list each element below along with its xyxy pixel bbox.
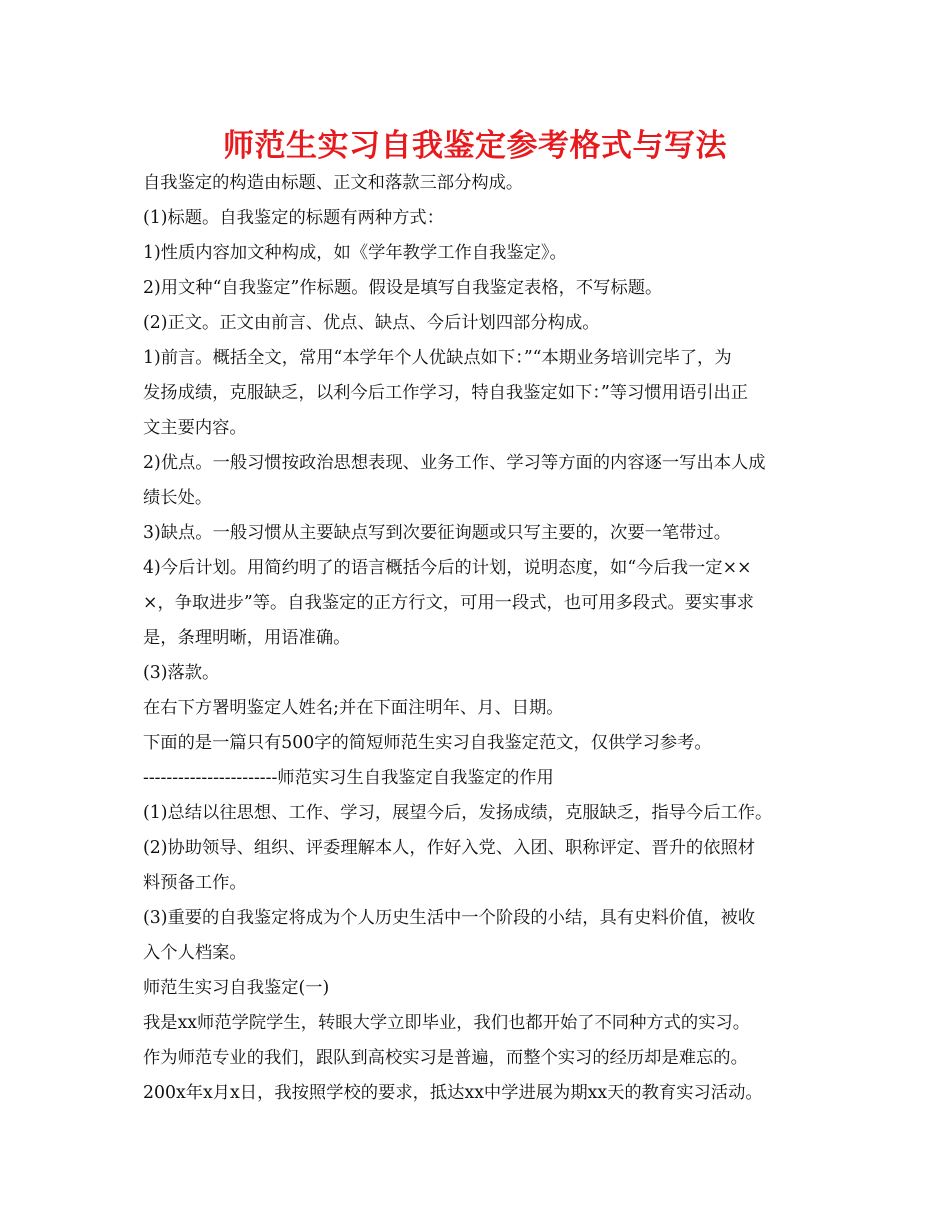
body-line: (1)标题。自我鉴定的标题有两种方式： — [143, 208, 444, 228]
body-line: 在右下方署明鉴定人姓名;并在下面注明年、月、日期。 — [143, 698, 564, 718]
body-line: (3)落款。 — [143, 663, 220, 683]
body-line: (2)正文。正文由前言、优点、缺点、今后计划四部分构成。 — [143, 313, 600, 333]
body-line: (3)重要的自我鉴定将成为个人历史生活中一个阶段的小结，具有史料价值，被收 — [143, 908, 756, 928]
body-line: 作为师范专业的我们，跟队到高校实习是普遍，而整个实习的经历却是难忘的。 — [143, 1048, 748, 1068]
body-line: 入个人档案。 — [143, 943, 247, 963]
body-line: 下面的是一篇只有500字的简短师范生实习自我鉴定范文，仅供学习参考。 — [143, 733, 712, 753]
body-line: 2)优点。一般习惯按政治思想表现、业务工作、学习等方面的内容逐一写出本人成 — [143, 453, 766, 473]
body-line: (1)总结以往思想、工作、学习，展望今后，发扬成绩，克服缺乏，指导今后工作。 — [143, 803, 773, 823]
body-line: 发扬成绩，克服缺乏，以利今后工作学习，特自我鉴定如下：”等习惯用语引出正 — [143, 383, 749, 403]
body-line: 是，条理明晰，用语准确。 — [143, 628, 351, 648]
body-line: 我是xx师范学院学生，转眼大学立即毕业，我们也都开始了不同种方式的实习。 — [143, 1013, 751, 1033]
body-line: 1)性质内容加文种构成，如《学年教学工作自我鉴定》。 — [143, 243, 567, 263]
document-body — [143, 166, 823, 1111]
body-line: ×，争取进步”等。自我鉴定的正方行文，可用一段式，也可用多段式。要实事求 — [143, 593, 754, 613]
body-line: 200x年x月x日，我按照学校的要求，抵达xx中学进展为期xx天的教育实习活动。 — [143, 1083, 763, 1103]
body-line: 绩长处。 — [143, 488, 213, 508]
section-heading: 师范生实习自我鉴定(一) — [143, 978, 330, 998]
body-line: 3)缺点。一般习惯从主要缺点写到次要征询题或只写主要的，次要一笔带过。 — [143, 523, 732, 543]
document-title: 师范生实习自我鉴定参考格式与写法 — [223, 128, 727, 164]
body-line: 1)前言。概括全文，常用“本学年个人优缺点如下：”“本期业务培训完毕了，为 — [143, 348, 732, 368]
body-line: 文主要内容。 — [143, 418, 247, 438]
divider-heading: -----------------------师范实习生自我鉴定自我鉴定的作用 — [143, 768, 554, 788]
body-line: 料预备工作。 — [143, 873, 247, 893]
body-line: (2)协助领导、组织、评委理解本人，作好入党、入团、职称评定、晋升的依照材 — [143, 838, 756, 858]
body-line: 4)今后计划。用简约明了的语言概括今后的计划，说明态度，如“今后我一定×× — [143, 558, 752, 578]
body-line: 自我鉴定的构造由标题、正文和落款三部分构成。 — [143, 173, 524, 193]
body-line: 2)用文种“自我鉴定”作标题。假设是填写自我鉴定表格，不写标题。 — [143, 278, 663, 298]
